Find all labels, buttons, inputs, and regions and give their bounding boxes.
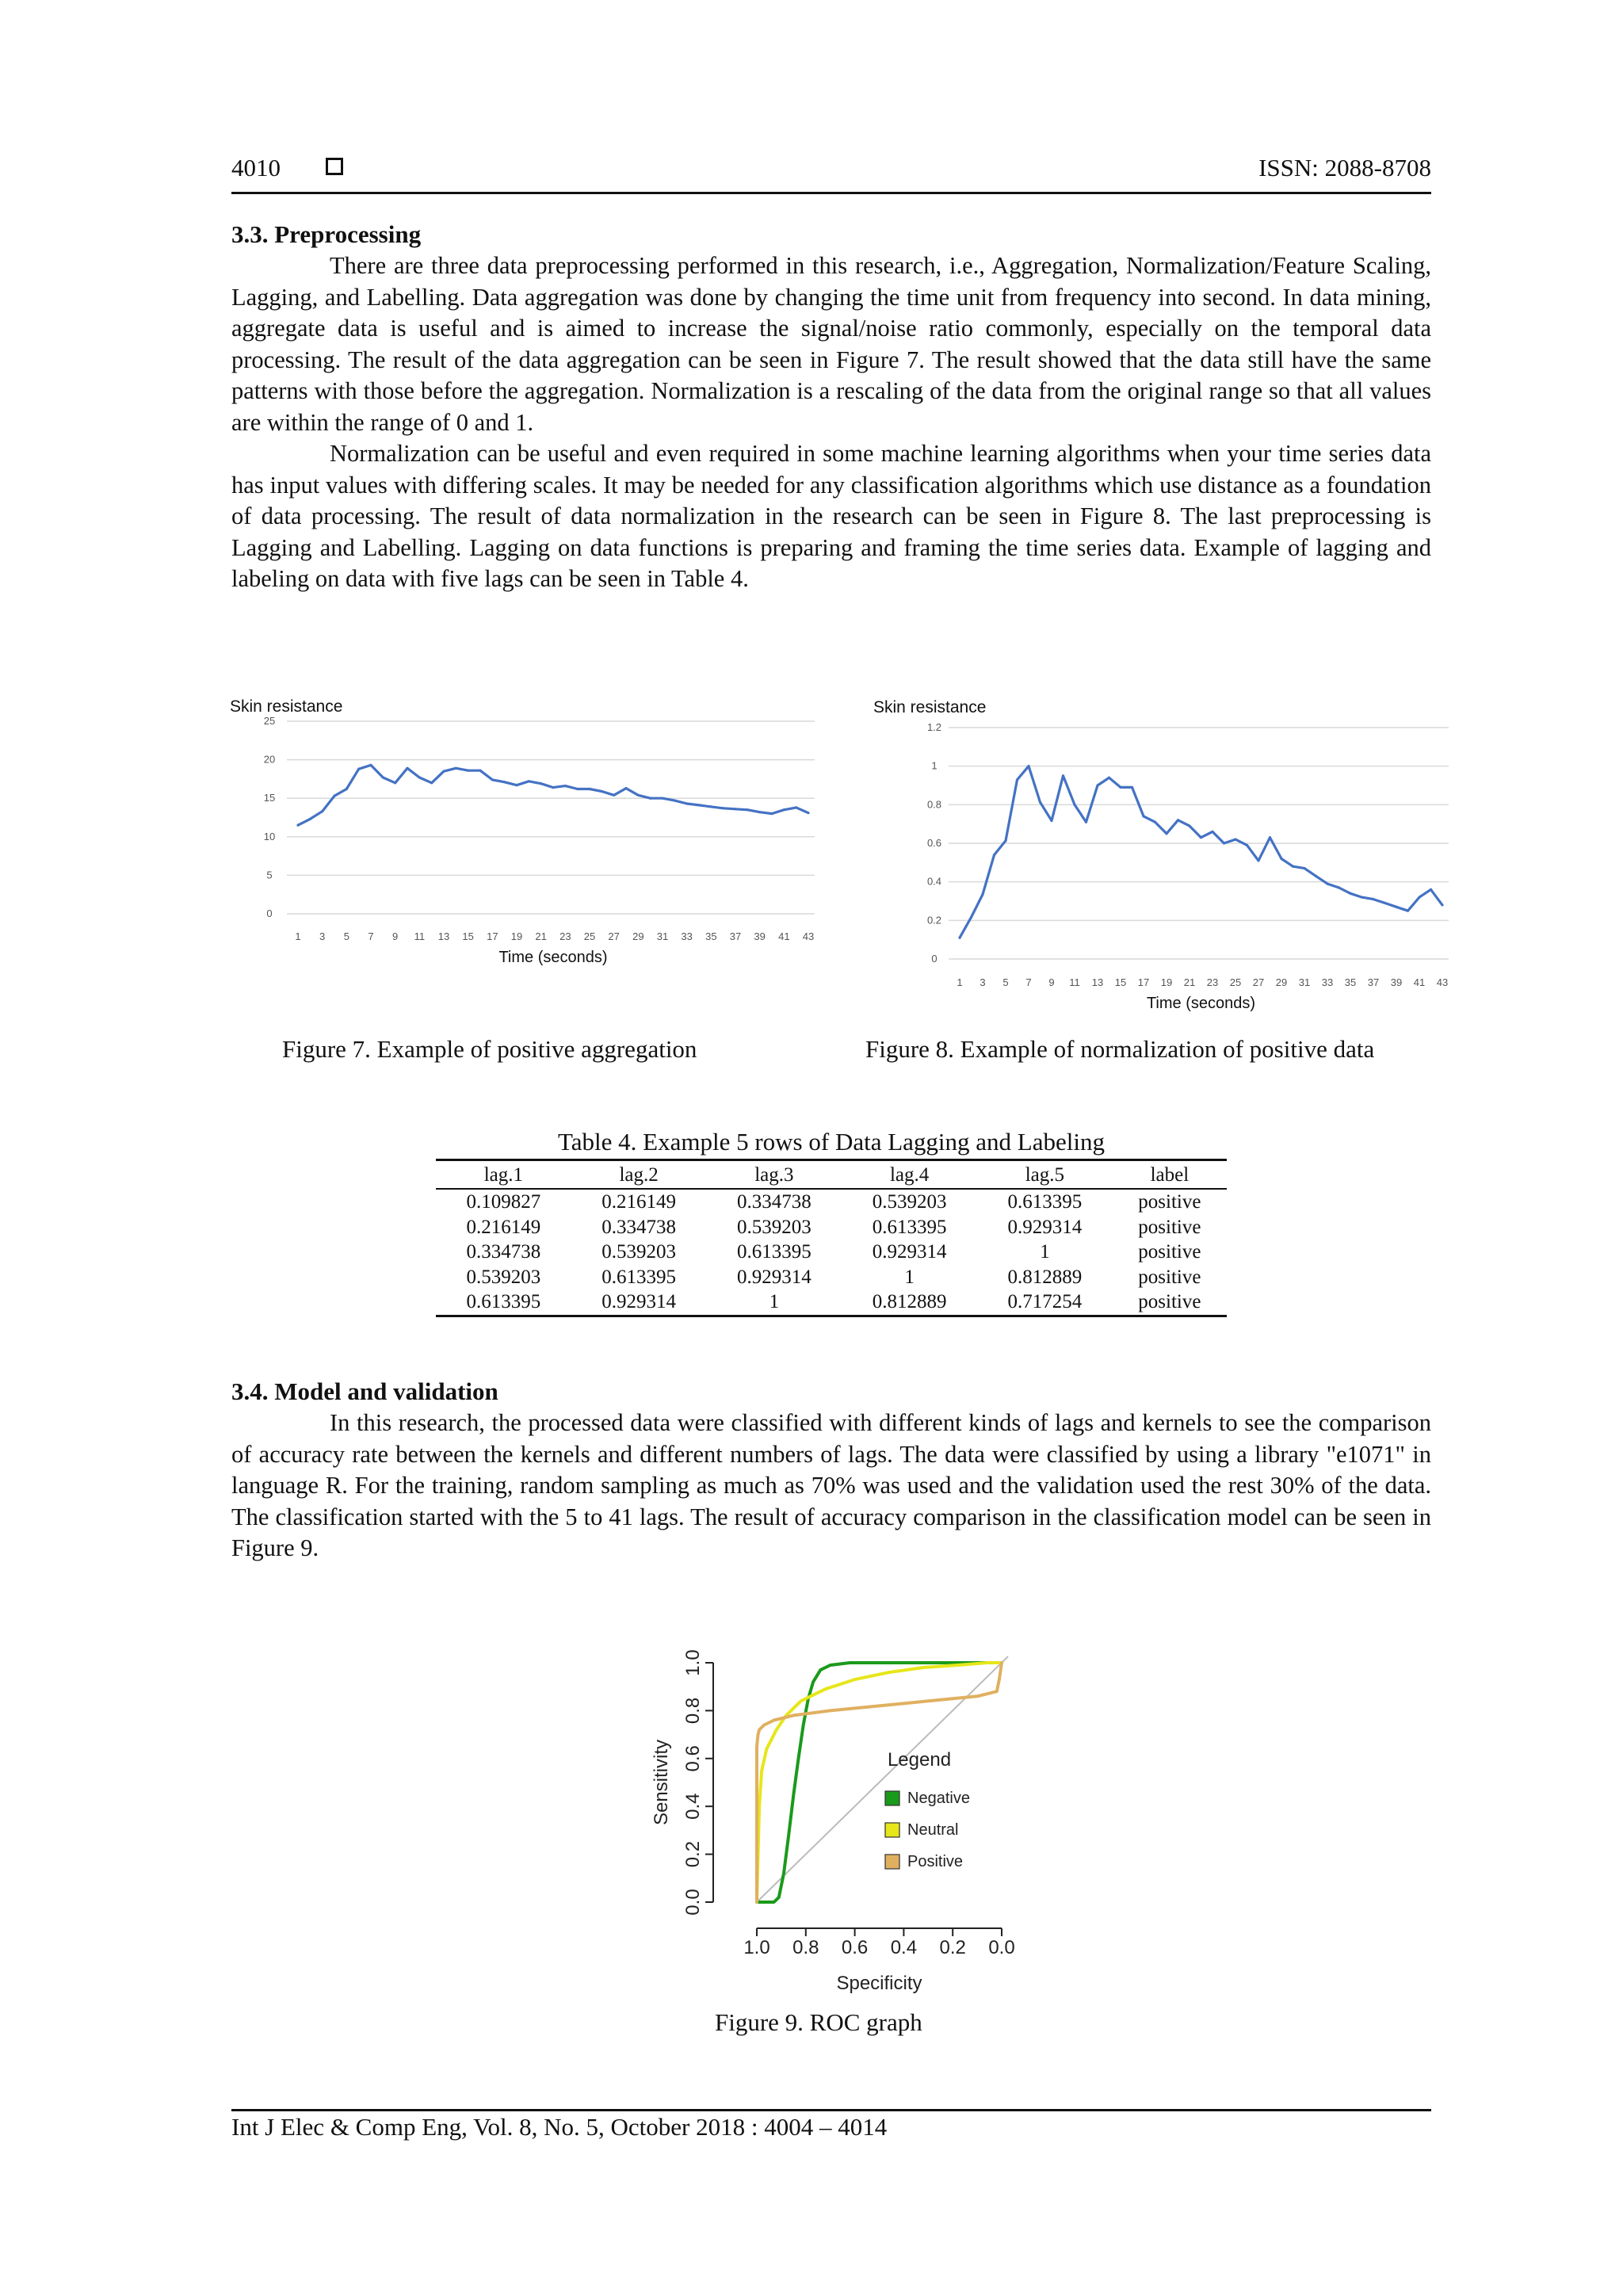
table-cell: 0.216149	[466, 1216, 541, 1238]
column-header: lag.3	[707, 1160, 842, 1190]
data-point	[309, 818, 311, 820]
column-header: lag.4	[842, 1160, 977, 1190]
x-tick-label: 31	[1298, 976, 1311, 988]
table-cell: 0.539203	[872, 1191, 947, 1213]
legend-label: Positive	[907, 1853, 964, 1870]
table-cell: 0.929314	[872, 1241, 947, 1263]
data-point	[588, 788, 590, 790]
table-row	[436, 1215, 1227, 1240]
data-point	[697, 804, 700, 806]
data-point	[333, 795, 335, 797]
data-point	[321, 810, 323, 812]
y-tick-label: 0.6	[682, 1745, 704, 1772]
data-point	[540, 782, 542, 785]
data-point	[1280, 858, 1282, 860]
legend-swatch	[885, 1855, 899, 1869]
data-point	[1119, 786, 1121, 789]
data-point	[455, 767, 457, 770]
table-cell: 0.613395	[601, 1266, 676, 1288]
legend-swatch	[885, 1823, 899, 1837]
table-row	[436, 1265, 1227, 1290]
data-point	[1039, 801, 1041, 804]
data-point	[1372, 898, 1374, 900]
table-cell: 0.334738	[466, 1241, 541, 1263]
table-cell: positive	[1113, 1289, 1227, 1316]
footer-rule	[231, 2109, 1431, 2111]
table-cell: 0.613395	[436, 1289, 571, 1316]
data-point	[1108, 777, 1110, 779]
data-point	[1131, 786, 1133, 789]
data-point	[394, 781, 396, 784]
x-tick-label: 9	[1048, 976, 1055, 988]
x-tick-label: 29	[1275, 976, 1288, 988]
table-cell: 0.109827	[466, 1191, 541, 1213]
data-point	[795, 806, 797, 808]
data-point	[1269, 836, 1271, 839]
data-point	[1441, 904, 1443, 906]
y-tick-label: 5	[266, 869, 273, 881]
table-cell: 1	[707, 1289, 842, 1316]
data-point	[981, 893, 983, 896]
table-cell: 0.717254	[977, 1289, 1113, 1316]
x-tick-label: 27	[608, 930, 620, 942]
data-point	[1027, 765, 1029, 767]
table-cell: 0.613395	[1007, 1191, 1083, 1213]
table-cell: 0.929314	[1007, 1216, 1083, 1238]
data-point	[1257, 859, 1259, 861]
table-cell: positive	[1138, 1241, 1201, 1263]
data-point	[552, 786, 554, 789]
data-point	[674, 800, 676, 802]
figure9-caption: Figure 9. ROC graph	[715, 2008, 922, 2036]
data-point	[1361, 896, 1363, 899]
data-point	[346, 788, 348, 790]
y-tick-label: 0.2	[926, 914, 942, 926]
x-tick-label: 29	[632, 930, 644, 942]
y-tick-label: 0.6	[926, 837, 942, 849]
x-tick-label: 43	[802, 930, 815, 942]
data-point	[685, 802, 688, 804]
x-tick-label: 39	[754, 930, 766, 942]
y-tick-label: 0.8	[682, 1697, 704, 1725]
x-tick-label: 7	[368, 930, 374, 942]
data-point	[1016, 778, 1018, 781]
page-number: 4010	[231, 154, 281, 181]
data-point	[528, 780, 530, 782]
data-point	[1349, 892, 1351, 895]
data-point	[479, 770, 481, 772]
data-point	[747, 808, 749, 811]
x-tick-label: 23	[559, 930, 571, 942]
data-point	[993, 854, 995, 856]
table-cell: 0.613395	[872, 1216, 947, 1238]
figure8-chart	[872, 690, 1450, 1012]
data-point	[1050, 819, 1052, 822]
table-cell: 0.539203	[466, 1266, 541, 1288]
data-point	[637, 794, 640, 797]
table-cell: 0.539203	[737, 1216, 812, 1238]
data-series-line	[298, 765, 808, 825]
data-point	[1418, 896, 1420, 899]
x-tick-label: 43	[1436, 976, 1449, 988]
data-point	[296, 824, 299, 827]
data-point	[1004, 839, 1006, 842]
y-tick-label: 1.0	[682, 1649, 704, 1676]
table-cell: positive	[1138, 1216, 1201, 1238]
table-cell: 1	[1040, 1241, 1050, 1263]
column-header: lag.5	[977, 1160, 1113, 1190]
data-point	[1246, 844, 1248, 846]
x-tick-label: 35	[1344, 976, 1357, 988]
x-tick-label: 15	[1114, 976, 1127, 988]
data-point	[1430, 888, 1432, 891]
issn: ISSN: 2088-8708	[1258, 154, 1431, 181]
data-point	[1407, 910, 1409, 912]
x-tick-label: 19	[1160, 976, 1173, 988]
figure7-chart	[222, 690, 824, 975]
y-tick-label: 0.4	[682, 1793, 704, 1820]
header-rule	[231, 192, 1431, 194]
x-tick-label: 1	[957, 976, 963, 988]
data-point	[1211, 831, 1213, 833]
data-point	[1062, 774, 1064, 777]
x-tick-label: 11	[1069, 976, 1080, 988]
x-tick-label: 37	[729, 930, 742, 942]
data-point	[442, 770, 445, 773]
data-point	[382, 776, 384, 778]
legend-title: Legend	[887, 1749, 952, 1771]
table4-caption: Table 4. Example 5 rows of Data Lagging and Labeling	[558, 1128, 1105, 1156]
x-tick-label: 5	[343, 930, 349, 942]
x-tick-label: 3	[319, 930, 326, 942]
y-tick-label: 10	[263, 830, 276, 842]
x-tick-label: 11	[414, 930, 426, 942]
x-tick-label: 27	[1252, 976, 1265, 988]
table-cell: 0.929314	[571, 1289, 707, 1316]
data-point	[1154, 821, 1156, 823]
y-tick-label: 25	[263, 715, 276, 727]
data-point	[1177, 819, 1179, 821]
data-point	[601, 790, 603, 793]
x-tick-label: 0.4	[890, 1937, 918, 1958]
x-tick-label: 15	[462, 930, 474, 942]
table-cell: 1	[904, 1266, 915, 1288]
data-point	[624, 787, 627, 789]
data-point	[1200, 836, 1202, 839]
data-point	[783, 808, 785, 811]
y-tick-label: 15	[263, 792, 276, 804]
table-cell: 0.216149	[601, 1191, 676, 1213]
data-point	[418, 776, 421, 778]
data-point	[1142, 815, 1144, 817]
x-tick-label: 33	[1321, 976, 1334, 988]
y-tick-label: 0.0	[682, 1889, 704, 1916]
x-tick-label: 1	[295, 930, 301, 942]
data-point	[1384, 902, 1386, 904]
data-point	[970, 916, 972, 919]
table-row	[436, 1189, 1227, 1215]
data-point	[758, 811, 761, 813]
data-point	[710, 805, 712, 808]
data-point	[661, 797, 663, 800]
x-tick-label: 13	[1091, 976, 1104, 988]
table-cell: 0.539203	[601, 1241, 676, 1263]
table-cell: 0.613395	[737, 1241, 812, 1263]
data-point	[734, 808, 736, 810]
data-point	[1085, 821, 1087, 823]
data-point	[576, 788, 579, 790]
y-tick-label: 1.2	[926, 721, 942, 733]
data-point	[722, 807, 724, 809]
data-point	[1303, 867, 1305, 869]
figure8-caption: Figure 8. Example of normalization of positive data	[865, 1035, 1375, 1063]
x-tick-label: 25	[1229, 976, 1242, 988]
x-tick-label: 1.0	[743, 1937, 770, 1958]
table-cell: 0.812889	[842, 1289, 977, 1316]
data-point	[1096, 784, 1098, 786]
data-point	[807, 812, 809, 814]
x-axis-title: Time (seconds)	[1146, 995, 1256, 1012]
table-cell: positive	[1138, 1191, 1201, 1213]
table-row	[436, 1240, 1227, 1265]
table-cell: 0.929314	[737, 1266, 812, 1288]
x-tick-label: 0.6	[841, 1937, 869, 1958]
column-header: lag.2	[571, 1160, 707, 1190]
data-point	[958, 937, 960, 939]
data-point	[1234, 839, 1236, 841]
x-tick-label: 13	[437, 930, 450, 942]
data-point	[1165, 832, 1167, 835]
section-heading-3-3: 3.3. Preprocessing	[231, 220, 422, 248]
x-tick-label: 3	[980, 976, 986, 988]
y-tick-label: 0.2	[682, 1840, 704, 1868]
table-row	[436, 1289, 1227, 1316]
x-tick-label: 25	[583, 930, 596, 942]
legend-label: Neutral	[907, 1821, 959, 1839]
figure7-title: Skin resistance	[230, 697, 343, 716]
data-point	[1188, 825, 1190, 827]
data-point	[503, 781, 506, 783]
x-tick-label: 0.0	[988, 1937, 1015, 1958]
y-tick-label: 0	[931, 953, 938, 965]
data-point	[564, 785, 567, 787]
data-point	[1315, 875, 1317, 877]
x-tick-label: 0.2	[939, 1937, 966, 1958]
x-tick-label: 41	[778, 930, 790, 942]
data-point	[649, 797, 651, 800]
data-point	[1073, 804, 1075, 806]
table-cell: 0.812889	[1007, 1266, 1083, 1288]
section-3-4-body	[231, 1408, 1431, 1564]
data-point	[467, 770, 469, 772]
y-tick-label: 20	[263, 753, 276, 766]
data-point	[369, 764, 372, 766]
column-header: lag.1	[436, 1160, 571, 1190]
y-tick-label: 1	[931, 759, 938, 772]
x-tick-label: 33	[681, 930, 693, 942]
section-heading-3-4: 3.4. Model and validation	[231, 1377, 498, 1405]
column-header: label	[1113, 1160, 1227, 1190]
data-point	[1292, 865, 1294, 868]
section-3-3-body	[231, 250, 1431, 595]
data-point	[406, 767, 408, 770]
data-point	[613, 794, 615, 797]
x-tick-label: 21	[535, 930, 547, 942]
data-point	[1223, 842, 1225, 844]
x-tick-label: 17	[1137, 976, 1150, 988]
table-cell: 0.334738	[601, 1216, 676, 1238]
x-tick-label: 37	[1367, 976, 1380, 988]
y-tick-label: 0.8	[926, 798, 942, 811]
x-tick-label: 7	[1025, 976, 1032, 988]
data-point	[357, 768, 360, 770]
x-tick-label: 5	[1002, 976, 1009, 988]
figure9-roc-chart	[618, 1633, 1062, 1994]
x-tick-label: 39	[1390, 976, 1403, 988]
header-box-icon	[326, 158, 343, 175]
x-tick-label: 19	[510, 930, 523, 942]
x-tick-label: 41	[1413, 976, 1426, 988]
x-tick-label: 0.8	[792, 1937, 819, 1958]
x-tick-label: 35	[705, 930, 717, 942]
x-axis-title: Time (seconds)	[498, 949, 608, 966]
y-tick-label: 0	[266, 907, 273, 919]
table-cell: positive	[1138, 1266, 1201, 1288]
x-tick-label: 31	[656, 930, 669, 942]
x-tick-label: 9	[392, 930, 399, 942]
data-point	[430, 781, 433, 784]
x-tick-label: 21	[1183, 976, 1196, 988]
data-point	[1326, 883, 1328, 885]
y-axis-title: Sensitivity	[651, 1739, 672, 1826]
legend-swatch	[885, 1791, 899, 1805]
data-point	[1338, 886, 1340, 888]
paragraph: There are three data preprocessing performed in this research, i.e., Aggregation, Normalization/Feature Scaling, Lagging, and Labelling. Data aggregation was done by changing the time unit from frequency into second. In data mining, aggregate data is useful and is aimed to increase the signal/noise ratio commonly, especially on the temporal data processing. The result of the data aggregation can be seen in Figure 7. The result showed that the data still have the same patterns with those before the aggregation. Normalization is a rescaling of the data from the original range so that all values are within the range of 0 and 1.	[231, 252, 1431, 436]
paragraph: Normalization can be useful and even required in some machine learning algorithms when your time series data has input values with differing scales. It may be needed for any classification algorithms which use distance as a foundation of data processing. The result of data normalization in the research can be seen in Figure 8. The last preprocessing is Lagging and Labelling. Lagging on data functions is preparing and framing the time series data. Example of lagging and labeling on data with five lags can be seen in Table 4.	[231, 440, 1431, 592]
footer-citation: Int J Elec & Comp Eng, Vol. 8, No. 5, October 2018 : 4004 – 4014	[231, 2113, 888, 2141]
data-point	[1395, 906, 1397, 908]
legend-label: Negative	[907, 1790, 970, 1807]
table-header-row	[436, 1160, 1227, 1190]
figure7-caption: Figure 7. Example of positive aggregation	[282, 1035, 697, 1063]
table4	[436, 1159, 1227, 1317]
y-tick-label: 0.4	[926, 875, 942, 888]
x-axis-title: Specificity	[836, 1973, 922, 1994]
paragraph: In this research, the processed data were classified with different kinds of lags and kernels to see the comparison of accuracy rate between the kernels and different numbers of lags. The data were classified by using a library "e1071" in language R. For the training, random sampling as much as 70% was used and the validation used the rest 30% of the data. The classification started with the 5 to 41 lags. The result of accuracy comparison in the classification model can be seen in Figure 9.	[231, 1409, 1431, 1561]
data-point	[770, 812, 773, 815]
table-body	[436, 1189, 1227, 1316]
data-series-line	[960, 766, 1442, 938]
data-point	[515, 784, 517, 786]
data-point	[491, 778, 494, 781]
x-tick-label: 17	[487, 930, 498, 942]
table-cell: 0.334738	[737, 1191, 812, 1213]
figure8-title: Skin resistance	[873, 698, 987, 716]
x-tick-label: 23	[1206, 976, 1219, 988]
